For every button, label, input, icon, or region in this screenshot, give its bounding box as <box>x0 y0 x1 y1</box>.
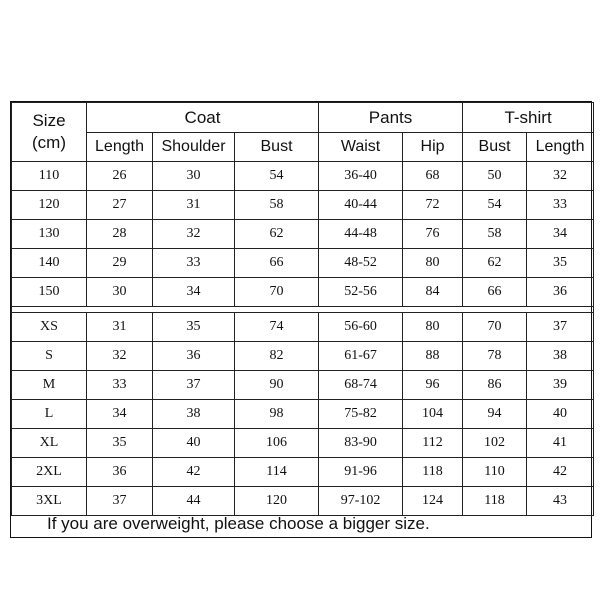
size-cell: 140 <box>12 249 87 278</box>
measurement-cell: 66 <box>235 249 319 278</box>
measurement-cell: 27 <box>87 191 153 220</box>
table-row <box>12 249 594 278</box>
measurement-cell: 118 <box>463 487 527 516</box>
size-cell: XL <box>12 429 87 458</box>
measurement-cell: 58 <box>463 220 527 249</box>
measurement-cell: 30 <box>87 278 153 307</box>
measurement-cell: 106 <box>235 429 319 458</box>
size-header-cell <box>12 103 87 162</box>
measurement-cell: 61-67 <box>319 342 403 371</box>
table-row <box>12 371 594 400</box>
size-cell: M <box>12 371 87 400</box>
measurement-cell: 37 <box>87 487 153 516</box>
measurement-cell: 44-48 <box>319 220 403 249</box>
measurement-cell: 66 <box>463 278 527 307</box>
measurement-cell: 37 <box>527 313 594 342</box>
measurement-cell: 70 <box>235 278 319 307</box>
measurement-cell: 94 <box>463 400 527 429</box>
measurement-cell: 74 <box>235 313 319 342</box>
measurement-cell: 114 <box>235 458 319 487</box>
measurement-cell: 75-82 <box>319 400 403 429</box>
measurement-cell: 26 <box>87 162 153 191</box>
measurement-cell: 91-96 <box>319 458 403 487</box>
measurement-cell: 36 <box>527 278 594 307</box>
table-row <box>12 429 594 458</box>
measurement-cell: 54 <box>463 191 527 220</box>
size-cell: 120 <box>12 191 87 220</box>
measurement-cell: 33 <box>87 371 153 400</box>
measurement-cell: 97-102 <box>319 487 403 516</box>
measurement-cell: 68-74 <box>319 371 403 400</box>
measurement-cell: 80 <box>403 249 463 278</box>
table-row <box>12 278 594 307</box>
size-cell: L <box>12 400 87 429</box>
measurement-cell: 43 <box>527 487 594 516</box>
measurement-cell: 52-56 <box>319 278 403 307</box>
measurement-cell: 124 <box>403 487 463 516</box>
measurement-cell: 40 <box>527 400 594 429</box>
table-row <box>12 458 594 487</box>
measurement-cell: 84 <box>403 278 463 307</box>
measurement-cell: 110 <box>463 458 527 487</box>
measurement-cell: 28 <box>87 220 153 249</box>
measurement-cell: 33 <box>527 191 594 220</box>
table-row <box>12 313 594 342</box>
measurement-cell: 48-52 <box>319 249 403 278</box>
size-cell: 150 <box>12 278 87 307</box>
pants-group-header: Pants <box>319 103 463 133</box>
measurement-cell: 98 <box>235 400 319 429</box>
table-row <box>12 400 594 429</box>
col-coat-bust: Bust <box>235 133 319 162</box>
measurement-cell: 36-40 <box>319 162 403 191</box>
measurement-cell: 88 <box>403 342 463 371</box>
measurement-cell: 36 <box>87 458 153 487</box>
measurement-cell: 36 <box>153 342 235 371</box>
measurement-cell: 33 <box>153 249 235 278</box>
measurement-cell: 29 <box>87 249 153 278</box>
measurement-cell: 72 <box>403 191 463 220</box>
measurement-cell: 31 <box>153 191 235 220</box>
table-row <box>12 191 594 220</box>
measurement-cell: 62 <box>235 220 319 249</box>
measurement-cell: 38 <box>527 342 594 371</box>
measurement-cell: 34 <box>87 400 153 429</box>
table-row <box>12 487 594 516</box>
measurement-cell: 32 <box>153 220 235 249</box>
size-cell: 110 <box>12 162 87 191</box>
measurement-cell: 76 <box>403 220 463 249</box>
measurement-cell: 112 <box>403 429 463 458</box>
measurement-cell: 104 <box>403 400 463 429</box>
col-tshirt-bust: Bust <box>463 133 527 162</box>
size-chart <box>10 101 592 538</box>
measurement-cell: 54 <box>235 162 319 191</box>
measurement-cell: 32 <box>527 162 594 191</box>
size-note: If you are overweight, please choose a bigger size. <box>47 514 430 533</box>
measurement-cell: 90 <box>235 371 319 400</box>
measurement-cell: 37 <box>153 371 235 400</box>
size-cell: 2XL <box>12 458 87 487</box>
size-cell: 3XL <box>12 487 87 516</box>
size-cell: S <box>12 342 87 371</box>
table-row <box>12 342 594 371</box>
measurement-cell: 30 <box>153 162 235 191</box>
size-table <box>11 102 594 516</box>
col-pants-hip: Hip <box>403 133 463 162</box>
measurement-cell: 86 <box>463 371 527 400</box>
unit-label: (cm) <box>32 133 66 152</box>
measurement-cell: 78 <box>463 342 527 371</box>
measurement-cell: 40 <box>153 429 235 458</box>
measurement-cell: 39 <box>527 371 594 400</box>
size-cell: XS <box>12 313 87 342</box>
measurement-cell: 118 <box>403 458 463 487</box>
measurement-cell: 35 <box>87 429 153 458</box>
measurement-cell: 83-90 <box>319 429 403 458</box>
measurement-cell: 56-60 <box>319 313 403 342</box>
measurement-cell: 42 <box>153 458 235 487</box>
measurement-cell: 41 <box>527 429 594 458</box>
measurement-cell: 50 <box>463 162 527 191</box>
measurement-cell: 102 <box>463 429 527 458</box>
measurement-cell: 120 <box>235 487 319 516</box>
measurement-cell: 96 <box>403 371 463 400</box>
measurement-cell: 34 <box>153 278 235 307</box>
col-pants-waist: Waist <box>319 133 403 162</box>
coat-group-header: Coat <box>87 103 319 133</box>
measurement-cell: 80 <box>403 313 463 342</box>
col-coat-shoulder: Shoulder <box>153 133 235 162</box>
col-tshirt-length: Length <box>527 133 594 162</box>
table-row <box>12 220 594 249</box>
table-row <box>12 162 594 191</box>
measurement-cell: 44 <box>153 487 235 516</box>
measurement-cell: 38 <box>153 400 235 429</box>
measurement-cell: 35 <box>527 249 594 278</box>
measurement-cell: 70 <box>463 313 527 342</box>
measurement-cell: 42 <box>527 458 594 487</box>
tshirt-group-header: T-shirt <box>463 103 594 133</box>
measurement-cell: 68 <box>403 162 463 191</box>
measurement-cell: 82 <box>235 342 319 371</box>
col-coat-length: Length <box>87 133 153 162</box>
measurement-cell: 40-44 <box>319 191 403 220</box>
measurement-cell: 35 <box>153 313 235 342</box>
measurement-cell: 58 <box>235 191 319 220</box>
measurement-cell: 31 <box>87 313 153 342</box>
measurement-cell: 62 <box>463 249 527 278</box>
size-cell: 130 <box>12 220 87 249</box>
measurement-cell: 34 <box>527 220 594 249</box>
size-label: Size <box>32 111 66 130</box>
measurement-cell: 32 <box>87 342 153 371</box>
